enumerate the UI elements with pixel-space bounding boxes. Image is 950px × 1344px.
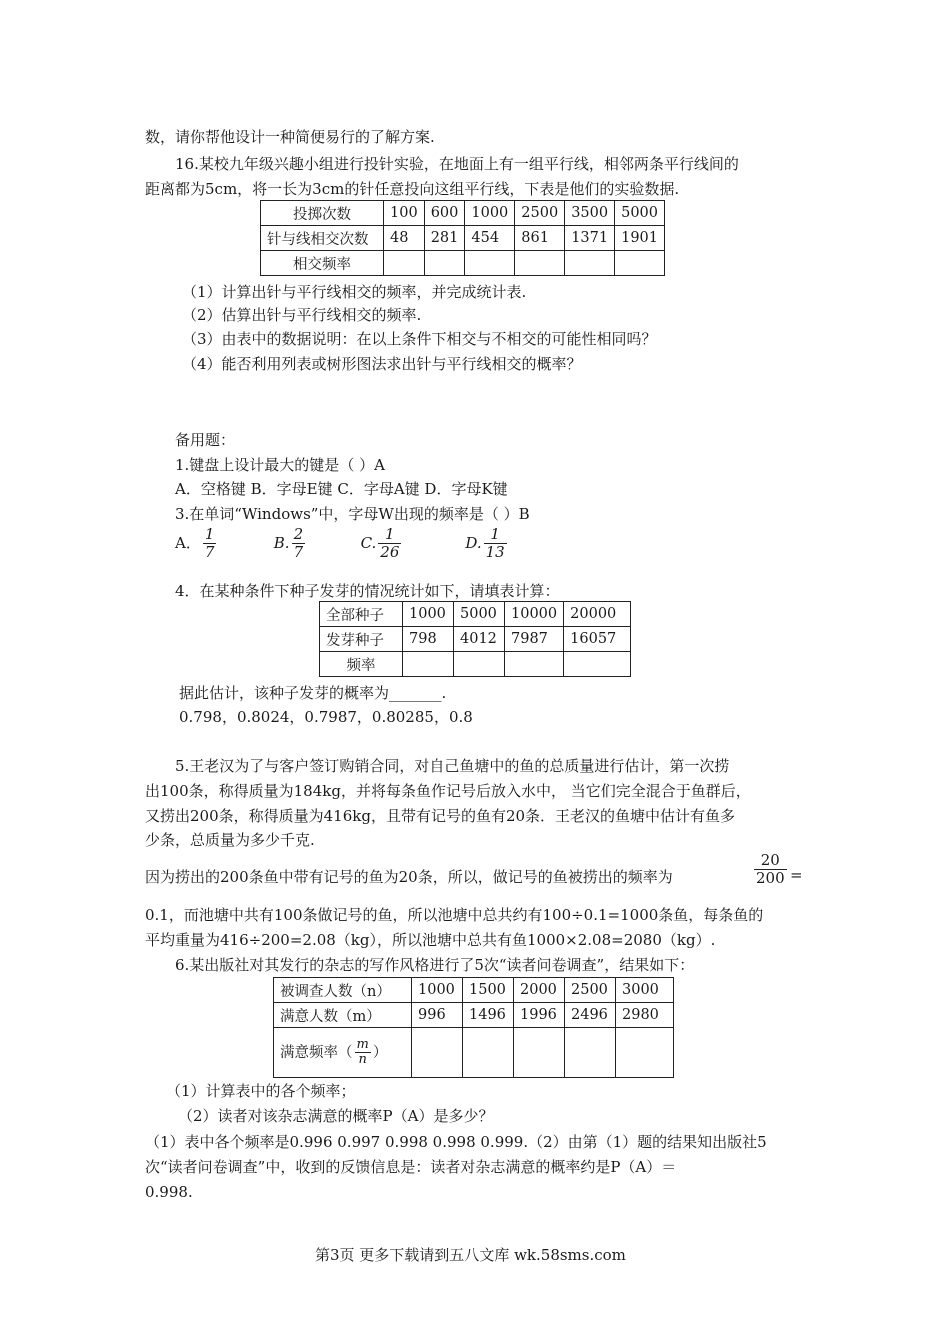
table-row: 被调查人数（n） 1000 1500 2000 2500 3000 <box>274 978 674 1003</box>
option-c: C. $\frac{1}{26}$ <box>360 525 400 561</box>
problem6-answer-line3: 0.998. <box>145 1183 193 1201</box>
table-row: 投掷次数 100 600 1000 2500 3500 5000 <box>261 201 665 226</box>
problem6-q2: （2）读者对该杂志满意的概率P（A）是多少？ <box>178 1107 494 1125</box>
table-row: 全部种子 1000 5000 10000 20000 <box>320 602 631 627</box>
table-row: 满意人数（m） 996 1496 1996 2496 2980 <box>274 1003 674 1028</box>
problem5-line2: 出100条，称得质量为184kg，并将每条鱼作记号后放入水中， 当它们完全混合于鱼群后， <box>145 782 751 800</box>
seed-germination-table <box>319 601 631 677</box>
spare-q4: 4．在某种条件下种子发芽的情况统计如下，请填表计算： <box>175 582 560 600</box>
table-row: 相交频率 <box>261 251 665 276</box>
spare-q3-options <box>175 526 509 576</box>
problem5-fraction: $\frac{20}{200}$ <box>756 851 785 887</box>
problem16-q3: （3）由表中的数据说明：在以上条件下相交与不相交的可能性相同吗？ <box>182 330 657 348</box>
spare-q4-estimate: 据此估计，该种子发芽的概率为_______. <box>179 684 447 702</box>
problem5-answer-line1: 因为捞出的200条鱼中带有记号的鱼为20条，所以，做记号的鱼被捞出的频率为 <box>145 868 673 886</box>
problem6-answer-line2: 次“读者问卷调查”中，收到的反馈信息是：读者对杂志满意的概率约是P（A）＝ <box>145 1158 677 1176</box>
problem5-answer-line3: 平均重量为416÷200=2.08（kg），所以池塘中总共有鱼1000×2.08=2080（kg）. <box>145 931 716 949</box>
survey-table <box>273 977 674 1078</box>
problem16-q2: （2）估算出针与平行线相交的频率. <box>182 306 422 324</box>
problem5-line1: 5.王老汉为了与客户签订购销合同，对自己鱼塘中的鱼的总质量进行估计，第一次捞 <box>175 757 730 775</box>
spare-q1: 1.键盘上设计最大的键是（ ）A <box>175 456 385 474</box>
problem5-line3: 又捞出200条，称得质量为416kg，且带有记号的鱼有20条．王老汉的鱼塘中估计有鱼多 <box>145 807 736 825</box>
table-row: 针与线相交次数 48 281 454 861 1371 1901 <box>261 226 665 251</box>
spare-q4-answer: 0.798，0.8024，0.7987，0.80285，0.8 <box>179 708 473 726</box>
problem5-equals: = <box>790 866 803 884</box>
option-b: B. $\frac{2}{7}$ <box>273 525 304 561</box>
table-row: 满意频率（ $\frac{m}{n}$ ） <box>274 1028 674 1078</box>
problem5-answer-line2: 0.1，而池塘中共有100条做记号的鱼，所以池塘中总共约有100÷0.1=1000条鱼，每条鱼的 <box>145 906 764 924</box>
option-a: A． $\frac{1}{7}$ <box>175 525 215 561</box>
problem16-line1: 16.某校九年级兴趣小组进行投针实验，在地面上有一组平行线，相邻两条平行线间的 <box>175 155 739 173</box>
problem16-q4: （4）能否利用列表或树形图法求出针与平行线相交的概率？ <box>182 355 582 373</box>
problem5-line4: 少条，总质量为多少千克. <box>145 831 315 849</box>
spare-q3: 3.在单词“Windows”中，字母W出现的频率是（ ）B <box>175 505 530 523</box>
page-footer: 第3页 更多下载请到五八文库 wk.58sms.com <box>315 1246 626 1264</box>
spare-heading: 备用题： <box>175 431 236 449</box>
table-row: 频率 <box>320 652 631 677</box>
intro-continuation: 数，请你帮他设计一种简便易行的了解方案. <box>145 128 435 146</box>
table-row: 发芽种子 798 4012 7987 16057 <box>320 627 631 652</box>
problem16-line2: 距离都为5cm，将一长为3cm的针任意投向这组平行线，下表是他们的实验数据. <box>145 180 680 198</box>
problem6-answer-line1: （1）表中各个频率是0.996 0.997 0.998 0.998 0.999.（2）由第（1）题的结果知出版社5 <box>145 1133 767 1151</box>
problem16-q1: （1）计算出针与平行线相交的频率，并完成统计表. <box>182 283 527 301</box>
problem6-line1: 6.某出版社对其发行的杂志的写作风格进行了5次“读者问卷调查”，结果如下： <box>175 956 695 974</box>
needle-experiment-table <box>260 200 665 276</box>
spare-q1-options: A．空格键 B．字母E键 C．字母A键 D．字母K键 <box>175 480 508 498</box>
problem6-q1: （1）计算表中的各个频率； <box>166 1082 356 1100</box>
option-d: D. $\frac{1}{13}$ <box>465 525 505 561</box>
